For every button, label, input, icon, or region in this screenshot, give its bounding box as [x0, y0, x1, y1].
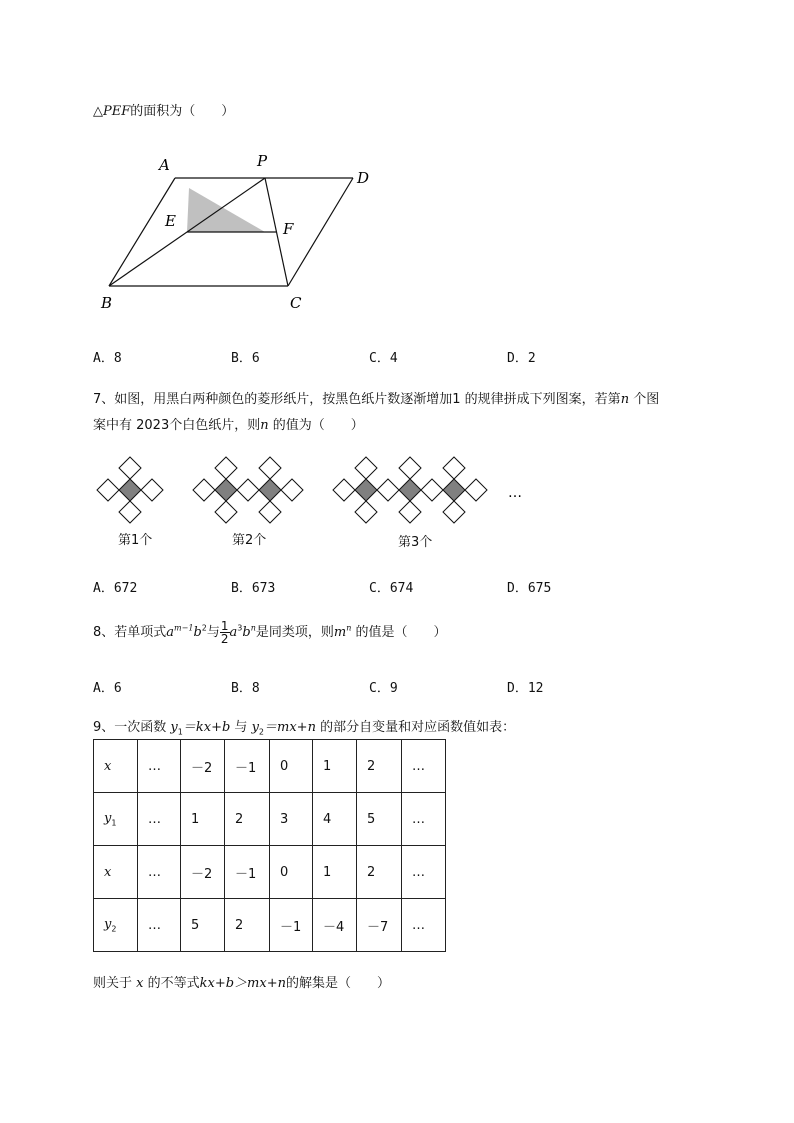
- table-cell: －2: [181, 846, 225, 899]
- white-rhombus: [237, 479, 259, 501]
- label-b: B: [101, 294, 113, 312]
- table-cell: －1: [270, 899, 313, 952]
- caption-3: 第3个: [398, 535, 433, 550]
- q8-option-b[interactable]: B．8: [231, 681, 260, 696]
- white-rhombus: [355, 501, 377, 523]
- q6-option-a[interactable]: A．8: [93, 351, 122, 366]
- label-f: F: [283, 220, 294, 238]
- q6-question-text: 的面积为（ ）: [130, 104, 235, 119]
- white-rhombus: [281, 479, 303, 501]
- white-rhombus: [119, 501, 141, 523]
- table-cell: …: [138, 846, 181, 899]
- q8-prompt: [93, 620, 447, 645]
- table-cell: 2: [225, 793, 270, 846]
- q8-mono2-a: a: [229, 625, 238, 640]
- white-rhombus: [259, 457, 281, 479]
- white-rhombus: [97, 479, 119, 501]
- white-rhombus: [465, 479, 487, 501]
- q6-triangle-name: PEF: [103, 104, 131, 119]
- q6-option-d[interactable]: D．2: [507, 351, 536, 366]
- table-cell: …: [138, 740, 181, 793]
- q7-option-a[interactable]: A．672: [93, 581, 138, 596]
- q7-var-n: n: [620, 392, 630, 407]
- table-cell: －7: [357, 899, 402, 952]
- table-cell: …: [138, 793, 181, 846]
- q8-mono1-exp2: 2: [201, 623, 207, 633]
- table-cell: 2: [357, 740, 402, 793]
- q9-inequality: kx+b＞mx+n: [199, 976, 286, 991]
- table-cell: x: [94, 846, 138, 899]
- q9-text-c: 的部分自变量和对应函数值如表：: [315, 720, 516, 735]
- table-cell: 2: [357, 846, 402, 899]
- q9-text-b: 与: [230, 720, 252, 735]
- black-rhombus: [443, 479, 465, 501]
- q8-text-b: 与: [206, 625, 220, 640]
- q9-tail-x: x: [136, 976, 144, 991]
- q8-fraction: [220, 620, 230, 645]
- q9-f1-eq: ＝kx+b: [182, 720, 231, 735]
- q8-frac-den: 2: [220, 632, 229, 646]
- q8-mono1-b: b: [193, 625, 202, 640]
- q9-y1-sub: 1: [177, 727, 183, 737]
- q7-option-c[interactable]: C．674: [369, 581, 414, 596]
- table-cell: 0: [270, 846, 313, 899]
- q8-frac-num: 1: [220, 619, 229, 633]
- table-row: [94, 899, 446, 952]
- q8-text-c: 是同类项，则: [255, 625, 334, 640]
- q9-y2: y: [251, 720, 259, 735]
- white-rhombus: [399, 457, 421, 479]
- label-e: E: [165, 212, 176, 230]
- q8-res-exp: n: [346, 623, 352, 633]
- white-rhombus: [377, 479, 399, 501]
- table-cell: x: [94, 740, 138, 793]
- table-cell: 4: [313, 793, 357, 846]
- q7-text-c: 案中有 2023个白色纸片，则: [93, 418, 261, 433]
- table-cell: …: [402, 846, 446, 899]
- table-cell: $y_2$: [94, 899, 138, 952]
- edge-dc: [288, 178, 353, 286]
- q8-mono2-exp: 3: [237, 623, 243, 633]
- parallelogram-figure: [95, 150, 385, 320]
- white-rhombus: [215, 457, 237, 479]
- table-cell: 5: [181, 899, 225, 952]
- white-rhombus: [141, 479, 163, 501]
- q9-tail: [93, 972, 390, 991]
- triangle-symbol: △: [93, 104, 103, 119]
- table-cell: 0: [270, 740, 313, 793]
- shaded-triangle-pef: [187, 188, 265, 232]
- q9-tail-c: 的解集是（ ）: [285, 976, 390, 991]
- table-row: [94, 793, 446, 846]
- table-cell: …: [402, 740, 446, 793]
- q8-mono1-exp: m−1: [174, 623, 194, 633]
- table-cell: 3: [270, 793, 313, 846]
- table-cell: $y_1$: [94, 793, 138, 846]
- q8-option-a[interactable]: A．6: [93, 681, 122, 696]
- white-rhombus: [193, 479, 215, 501]
- q7-option-b[interactable]: B．673: [231, 581, 276, 596]
- white-rhombus: [215, 501, 237, 523]
- edge-ab: [109, 178, 175, 286]
- q6-prompt: [93, 100, 234, 119]
- q8-text-a: 8、若单项式: [93, 625, 167, 640]
- black-rhombus: [355, 479, 377, 501]
- white-rhombus: [443, 501, 465, 523]
- value-table: [93, 739, 446, 952]
- q7-text-a: 7、如图，用黑白两种颜色的菱形纸片，按黑色纸片数逐渐增加1 的规律拼成下列图案，若第: [93, 392, 621, 407]
- q9-y1: y: [170, 720, 178, 735]
- table-cell: 1: [313, 740, 357, 793]
- pattern-ellipsis: …: [508, 485, 522, 501]
- q8-text-d: 的值是（ ）: [351, 625, 447, 640]
- q7-line2: [93, 414, 364, 433]
- q9-y2-sub: 2: [258, 727, 265, 737]
- black-rhombus: [259, 479, 281, 501]
- q6-option-b[interactable]: B．6: [231, 351, 260, 366]
- q8-option-d[interactable]: D．12: [507, 681, 544, 696]
- q9-f2-eq: ＝mx+n: [264, 720, 316, 735]
- q8-mono2-b: b: [242, 625, 251, 640]
- q8-option-c[interactable]: C．9: [369, 681, 398, 696]
- table-cell: 5: [357, 793, 402, 846]
- table-cell: …: [402, 793, 446, 846]
- q8-res-m: m: [333, 625, 347, 640]
- q7-line1: [93, 388, 659, 407]
- black-rhombus: [215, 479, 237, 501]
- q7-option-d[interactable]: D．675: [507, 581, 552, 596]
- table-cell: …: [402, 899, 446, 952]
- q7-text-b: 个图: [629, 392, 660, 407]
- white-rhombus: [259, 501, 281, 523]
- white-rhombus: [421, 479, 443, 501]
- q9-tail-b: 的不等式: [143, 976, 200, 991]
- label-p: P: [257, 152, 268, 170]
- table-cell: 2: [225, 899, 270, 952]
- table-cell: －1: [225, 740, 270, 793]
- label-d: D: [357, 169, 370, 187]
- table-cell: －4: [313, 899, 357, 952]
- q7-text-d: 的值为（ ）: [268, 418, 364, 433]
- table-cell: 1: [181, 793, 225, 846]
- white-rhombus: [443, 457, 465, 479]
- q7-var-n2: n: [260, 418, 269, 433]
- q9-prompt: [93, 716, 515, 737]
- q8-mono1-a: a: [166, 625, 175, 640]
- black-rhombus: [119, 479, 141, 501]
- white-rhombus: [399, 501, 421, 523]
- table-cell: －2: [181, 740, 225, 793]
- table-cell: 1: [313, 846, 357, 899]
- caption-1: 第1个: [118, 533, 153, 548]
- label-a: A: [159, 156, 170, 174]
- white-rhombus: [355, 457, 377, 479]
- table-cell: －1: [225, 846, 270, 899]
- table-row: [94, 846, 446, 899]
- label-c: C: [290, 294, 302, 312]
- caption-2: 第2个: [232, 533, 267, 548]
- white-rhombus: [333, 479, 355, 501]
- white-rhombus: [119, 457, 141, 479]
- q8-mono2-exp2: n: [250, 623, 256, 633]
- q6-option-c[interactable]: C．4: [369, 351, 398, 366]
- q9-text-a: 9、一次函数: [93, 720, 171, 735]
- table-cell: …: [138, 899, 181, 952]
- table-row: [94, 740, 446, 793]
- q9-tail-a: 则关于: [93, 976, 137, 991]
- black-rhombus: [399, 479, 421, 501]
- rhombus-patterns: [90, 455, 530, 525]
